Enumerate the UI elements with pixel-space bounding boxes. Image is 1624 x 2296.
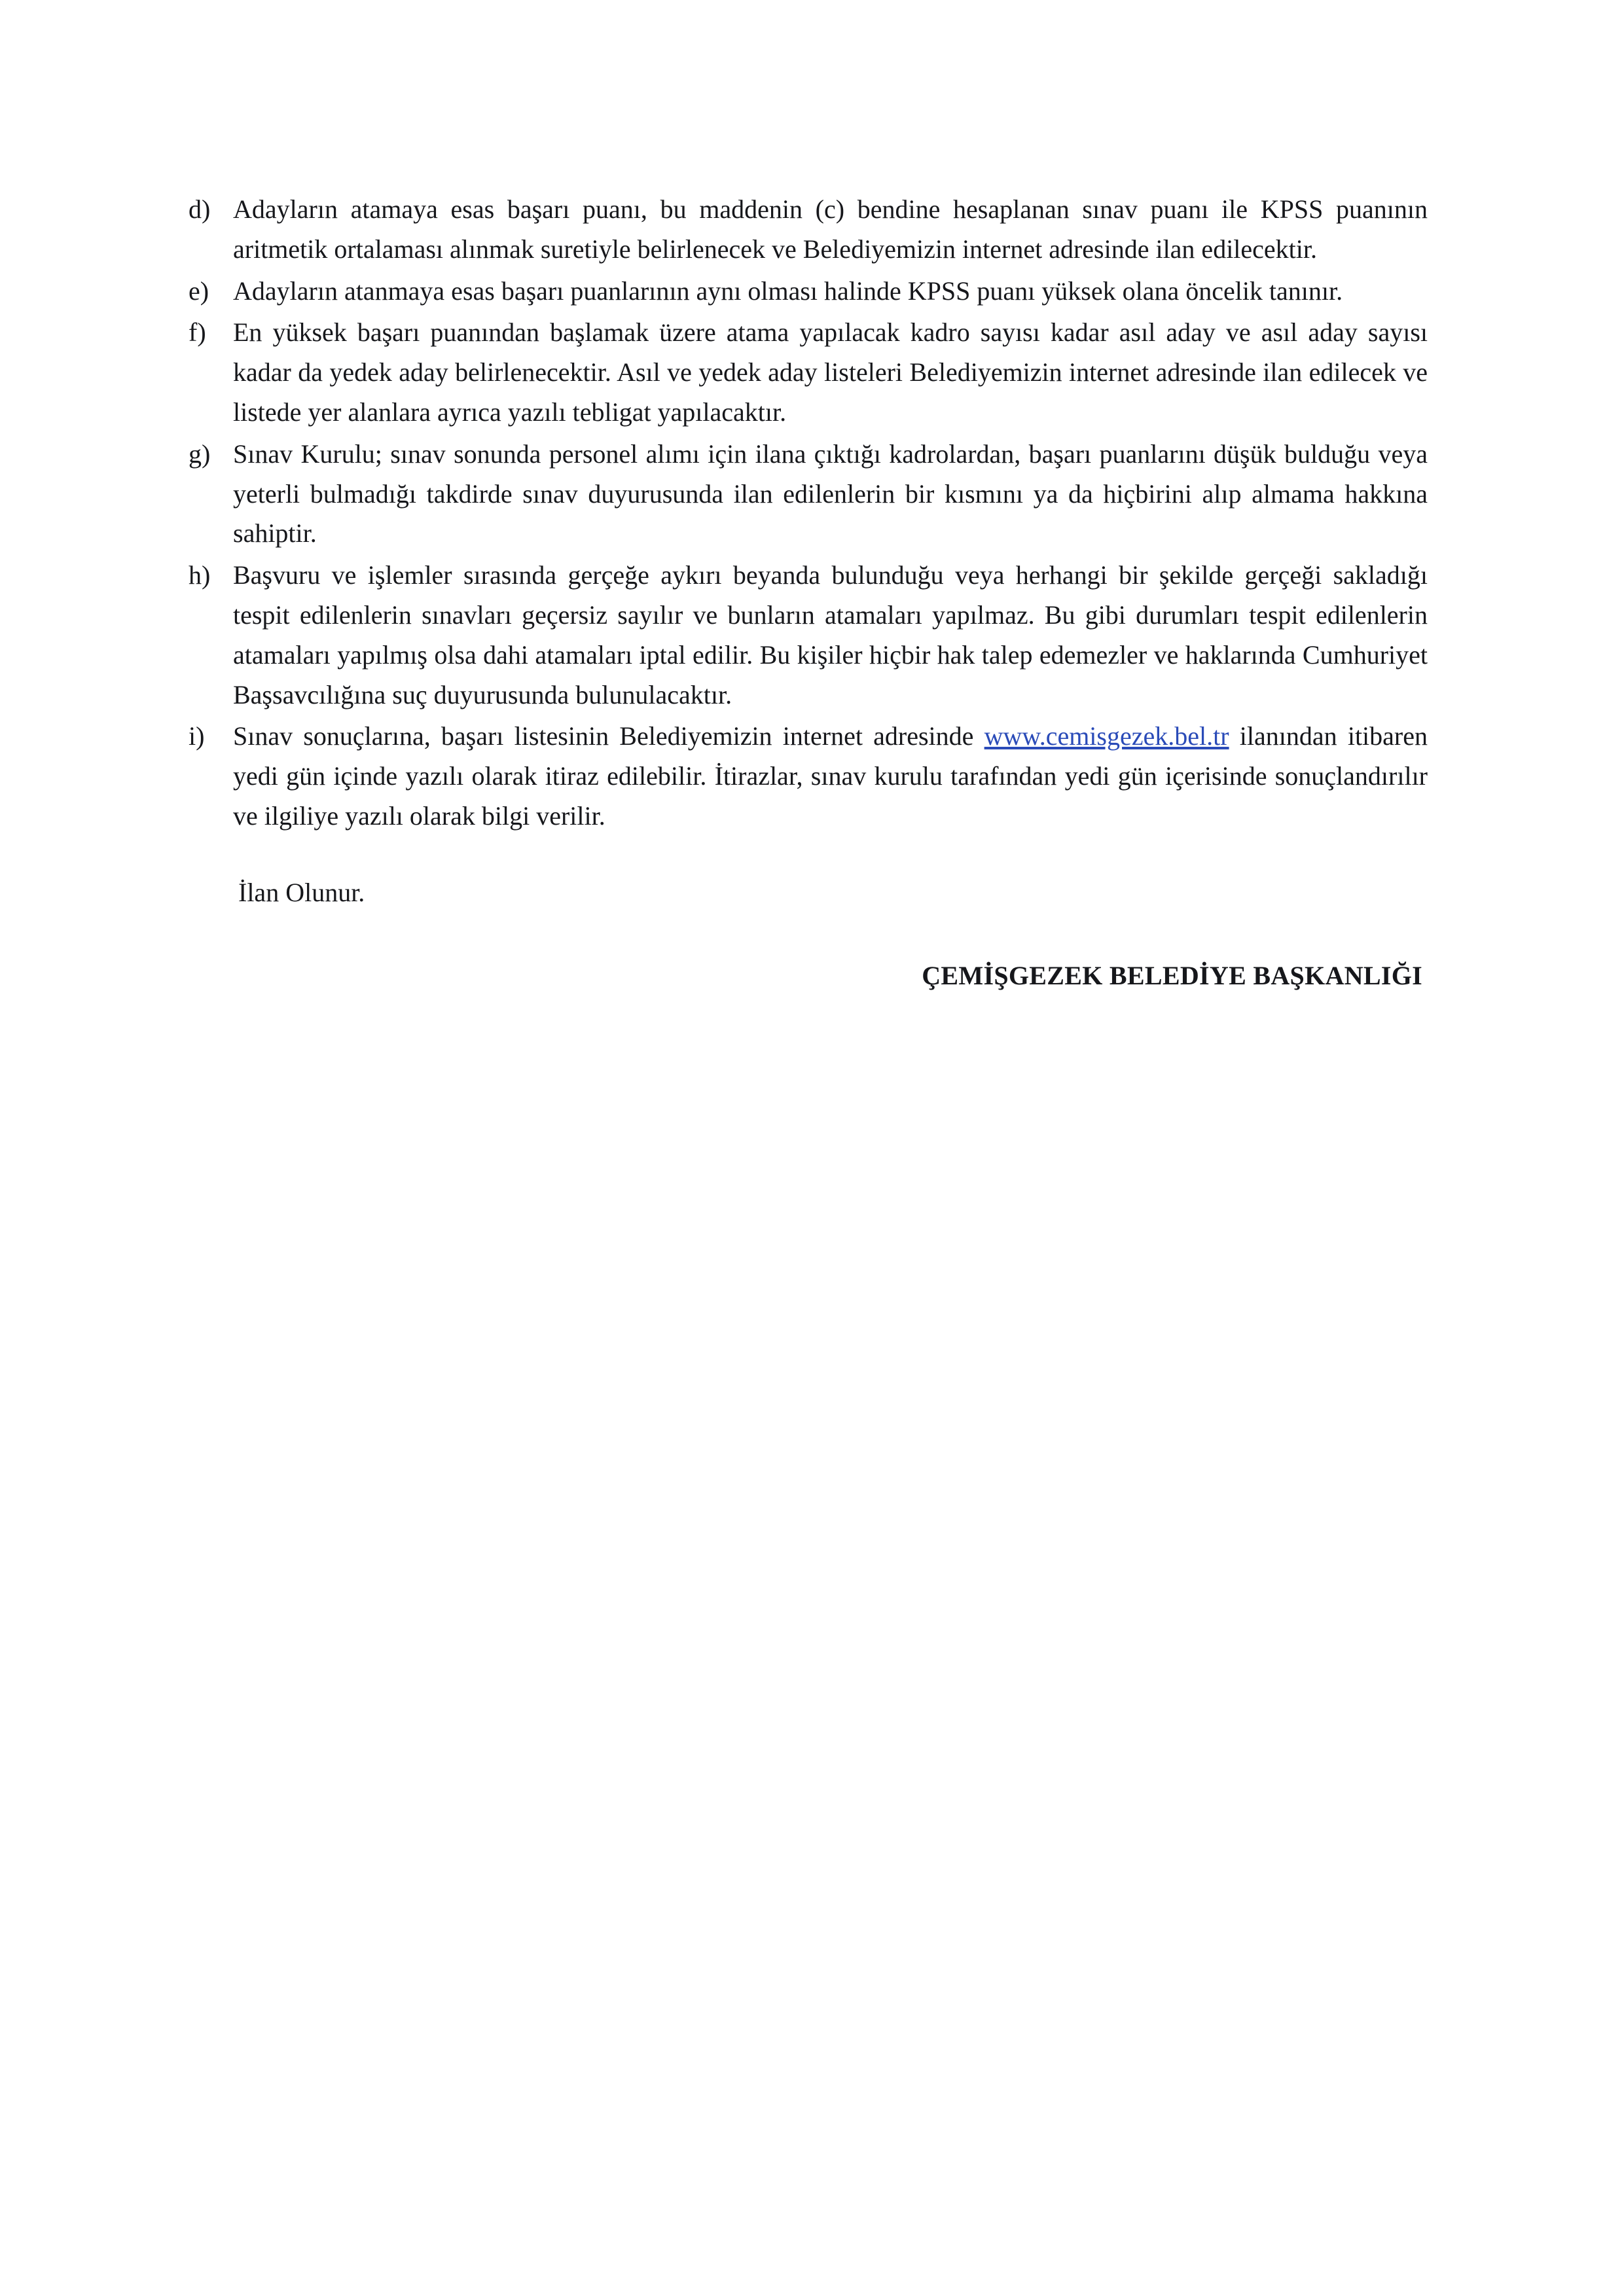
clause-item-i [183, 717, 1428, 836]
clause-marker-i: i) [189, 721, 205, 751]
clause-item-e [183, 272, 1428, 312]
clause-marker-h: h) [189, 560, 211, 590]
clause-text-g: Sınav Kurulu; sınav sonunda personel alımı için ilana çıktığı kadrolardan, başarı puanlarını düşük bulduğu veya yeterli bulmadığı takdirde sınav duyurusunda ilan edilenlerin bir kısmını ya da hiçbirini alıp almama hakkına sahiptir. [233, 439, 1428, 548]
clause-text-i [233, 717, 1428, 836]
clause-text-e: Adayların atanmaya esas başarı puanlarının aynı olması halinde KPSS puanı yüksek olana öncelik tanınır. [233, 276, 1343, 306]
clause-list [183, 190, 1428, 836]
clause-marker-g: g) [189, 439, 211, 469]
clause-text-f: En yüksek başarı puanından başlamak üzere atama yapılacak kadro sayısı kadar asıl aday ve asıl aday sayısı kadar da yedek aday belirlenecektir. Asıl ve yedek aday listeleri Belediyemizin internet adresinde ilan edilecek ve listede yer alanlara ayrıca yazılı tebligat yapılacaktır. [233, 317, 1428, 427]
clause-marker-f: f) [189, 317, 206, 348]
clause-text-h: Başvuru ve işlemler sırasında gerçeğe aykırı beyanda bulunduğu veya herhangi bir şekilde gerçeği sakladığı tespit edilenlerin sınavları geçersiz sayılır ve bunların atamaları yapılmaz. Bu gibi durumları tespit edilenlerin atamaları yapılmış olsa dahi atamaları iptal edilir. Bu kişiler hiçbir hak talep edemezler ve haklarında Cumhuriyet Başsavcılığına suç duyurusunda bulunulacaktır. [233, 560, 1428, 709]
clause-marker-e: e) [189, 276, 209, 306]
closing-statement: İlan Olunur. [238, 877, 365, 907]
clause-item-f [183, 313, 1428, 432]
clause-text-i-part1: Sınav sonuçlarına, başarı listesinin Belediyemizin internet adresinde [233, 721, 984, 751]
document-body [183, 190, 1428, 996]
clause-item-d [183, 190, 1428, 270]
clause-item-g [183, 435, 1428, 554]
signature-block: ÇEMİŞGEZEK BELEDİYE BAŞKANLIĞI [922, 960, 1422, 990]
clause-text-i-part2: ilanından itibaren yedi gün içinde yazılı olarak itiraz edilebilir. İtirazlar, sınav kurulu tarafından yedi gün içerisinde sonuçlandırılır ve ilgiliye yazılı olarak bilgi verilir. [233, 721, 1428, 831]
clause-marker-d: d) [189, 194, 211, 224]
website-link[interactable]: www.cemisgezek.bel.tr [984, 721, 1229, 751]
clause-text-d: Adayların atamaya esas başarı puanı, bu maddenin (c) bendine hesaplanan sınav puanı ile KPSS puanının aritmetik ortalaması alınmak suretiyle belirlenecek ve Belediyemizin internet adresinde ilan edilecektir. [233, 194, 1428, 264]
clause-item-h [183, 556, 1428, 715]
